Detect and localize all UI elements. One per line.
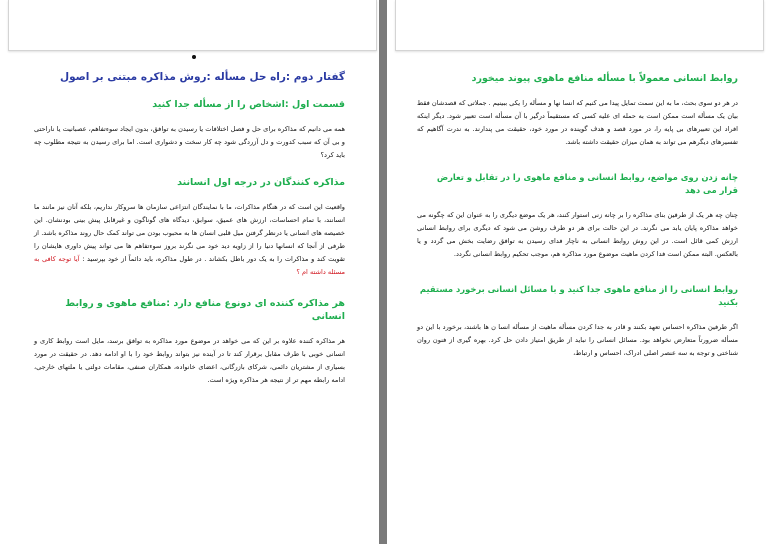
paragraph-text: واقعیت این است که در هنگام مذاکرات، ما با نمایندگان انتزاعی سازمان ها سروکار نداریم، بلکه آنان نیز مانند ما انسانند، با تمام احساسات، ارزش های عمیق، سوابق، دیدگاه های گوناگون و غیرقابل پیش بینی بودنشان. این خصیصه های انسانی یا درنظر گرفتن میل قلبی انسان ها به محبوب بودن می تواند کمک حال روند مذاکره باشد. از طرفی از آنجا که انسانها دنیا را از زاویه دید خود می نگرند بروز سوءتفاهم ها می تواند پیش داوری هایشان را تقویت کند و مذاکرات را به یک دور باطل بکشاند . در طول مذاکره، باید دائماً از خود بپرسید : xyxy=(34,203,345,263)
section-heading: مذاکره کنندگان در درجه اول انسانند xyxy=(177,177,345,188)
header-area xyxy=(8,0,377,51)
section-heading: روابط انسانی را از منافع ماهوی جدا کنید و با مسائل انسانی برخورد مستقیم بکنید xyxy=(419,284,738,307)
paragraph: چنان چه هر یک از طرفین بنای مذاکره را بر چانه زنی استوار کنند، هر یک موضع دیگری را به عنوان این که چگونه می خواهد مذاکره پایان یابد می نگرند. در این حالت برای هر دو طرف روشن می شود که دیگری برای روابط انسانی ارزش کمی قائل است. در این روش روابط انسانی به ناچار فدای رسیدن به توافق رضایت بخش می گردد و یا بالعکس. البته ممکن است فدا کردن ماهیت موضوع مورد مذاکره هم، موجب تحکیم روابط انسانی نگردد. xyxy=(417,211,738,258)
paragraph: همه می دانیم که مذاکره برای حل و فصل اختلافات یا رسیدن به توافق، بدون ایجاد سوءتفاهم، عصبانیت یا ناراحتی و بی آن که سبب کدورت و دل آزردگی شود چه کار سخت و دشواری است. اما برای رسیدن به نتیجه مطلوب چه باید کرد؟ xyxy=(34,125,345,159)
paragraph: هر مذاکره کننده علاوه بر این که می خواهد در موضوع مورد مذاکره به توافق برسد، مایل است روابط کاری و انسانی خوبی با طرف مقابل برقرار کند تا در آینده نیز بتواند روابط خود را با او ادامه دهد. در حقیقت در مورد بسیاری از مشتریان دائمی، شرکای بازرگانی، اعضای خانواده، همکاران صنفی، مقامات دولتی یا ملتهای خارجی، ادامه رابطه مهم تر از نتیجه هر مذاکره ویژه است. xyxy=(34,337,345,384)
section-heading: چانه زدن روی مواضع، روابط انسانی و منافع ماهوی را در تقابل و تعارض قرار می دهد xyxy=(436,172,738,195)
left-page-content xyxy=(34,70,345,401)
chapter-title: گفتار دوم :راه حل مسأله :روش مذاکره مبتنی بر اصول xyxy=(59,71,345,83)
right-page-content xyxy=(417,72,738,374)
paragraph: در هر دو سوی بحث، ما به این سمت تمایل پیدا می کنیم که انسا نها و مسأله را یکی ببینیم . جملاتی که قصدشان فقط بیان یک مسأله است ممکن است به حمله ای علیه کسی که مستقیماً درگیر با آن مسأله است تعبیر شود. دیگر اینکه افراد این تعبیرهای بی پایه را، در مورد قصد و هدف گوینده در مورد خود، حقیقت می پندارند. به ندرت آگاهیم که تفسیرهای دیگرهم می تواند به همان میزان حقیقت داشته باشد. xyxy=(417,99,738,146)
bullet-mark xyxy=(192,55,196,59)
left-page xyxy=(0,0,379,544)
section-heading: قسمت اول :اشخاص را از مسأله جدا کنید xyxy=(152,99,345,110)
highlighted-question: آیا توجه کافی به مسئله داشته ام ؟ xyxy=(34,255,345,276)
paragraph xyxy=(34,201,345,279)
paragraph: اگر طرفین مذاکره احساس تعهد بکنند و قادر به جدا کردن مسأله ماهیت از مسأله انسا ن ها باشند، برخورد با این دو مسأله ضرورتاً متعارض نخواهد بود. مسائل انسانی را نباید از طریق امتیاز دادن حل کرد. بهره گیری از فنون روان شناختی و توجه به سه عنصر اصلی ادراک، احساس و ارتباط، xyxy=(417,323,738,357)
section-heading: هر مذاکره کننده ای دونوع منافع دارد :منافع ماهوی و روابط انسانی xyxy=(65,298,345,322)
header-area xyxy=(395,0,764,51)
right-page xyxy=(387,0,768,544)
section-heading: روابط انسانی معمولاً با مسأله منافع ماهوی پیوند میخورد xyxy=(471,73,738,84)
